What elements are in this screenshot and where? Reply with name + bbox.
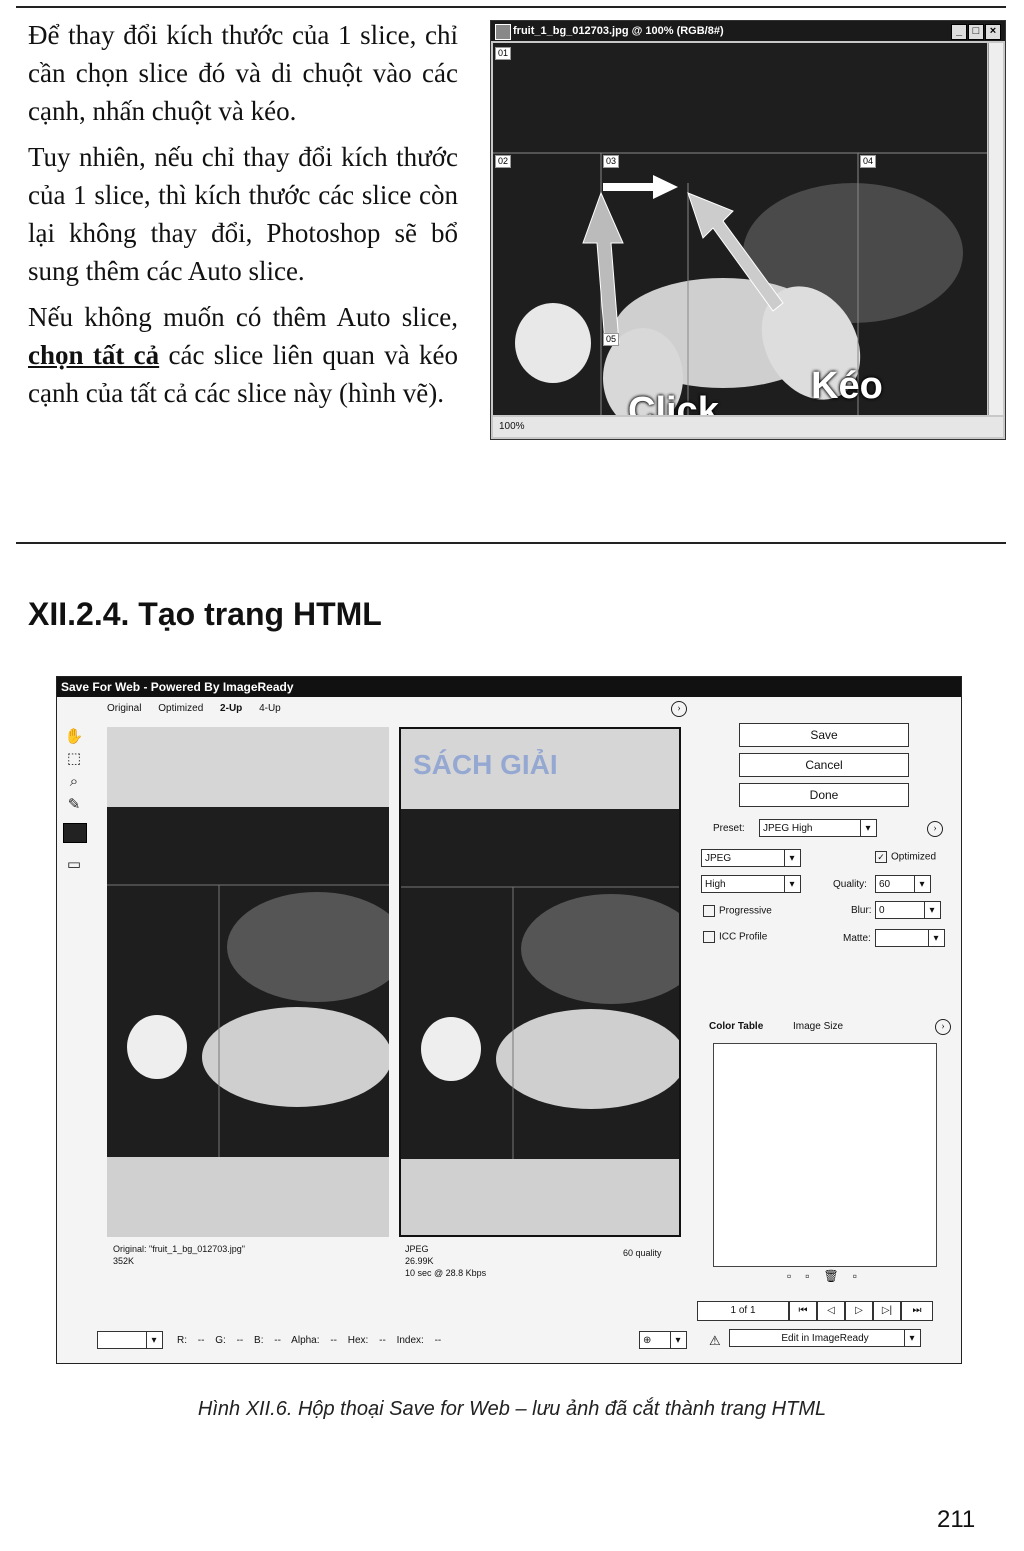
paragraph-3-emphasis: chọn tất cả — [28, 340, 160, 370]
slice-tag-03[interactable]: 03 — [603, 155, 619, 168]
paragraph-2: Tuy nhiên, nếu chỉ thay đổi kích thước của 1 slice, thì kích thước các slice còn lại không thay đổi, Photoshop sẽ bổ sung thêm các Auto slice. — [28, 142, 458, 286]
section-heading: XII.2.4. Tạo trang HTML — [28, 596, 382, 632]
browser-preview-select[interactable]: ⊕ ▾ — [639, 1331, 687, 1349]
photoshop-title-bar — [491, 21, 1005, 41]
tab-original[interactable]: Original — [107, 703, 142, 714]
first-frame-button[interactable]: ⏮ — [789, 1301, 817, 1321]
figure-caption: Hình XII.6. Hộp thoại Save for Web – lưu ảnh đã cắt thành trang HTML — [197, 1398, 827, 1420]
optimized-quality-note: 60 quality — [623, 1248, 662, 1258]
toggle-slices-icon[interactable]: ▭ — [66, 857, 82, 873]
optimized-size: 26.99K — [405, 1256, 434, 1266]
index-label: Index: — [396, 1335, 424, 1346]
paragraph-3 — [28, 298, 458, 412]
optimized-format: JPEG — [405, 1244, 429, 1254]
preset-label: Preset: — [713, 823, 745, 834]
color-readout — [177, 1335, 441, 1346]
photoshop-window — [490, 20, 1006, 440]
quality-input[interactable]: 60 ▾ — [875, 875, 931, 893]
next-frame-button[interactable]: ▷| — [873, 1301, 901, 1321]
photoshop-title: fruit_1_bg_012703.jpg @ 100% (RGB/8#) — [513, 25, 724, 37]
matte-label: Matte: — [843, 933, 871, 944]
drag-annotation: Kéo — [811, 365, 883, 407]
format-select[interactable]: JPEG ▾ — [701, 849, 801, 867]
slice-select-tool-icon[interactable]: ⬚ — [66, 751, 82, 767]
blur-label: Blur: — [851, 905, 872, 916]
eyedropper-tool-icon[interactable]: ✎ — [67, 797, 81, 813]
red-value: -- — [197, 1335, 205, 1346]
original-preview-pane[interactable] — [107, 727, 389, 1237]
color-table-area[interactable] — [713, 1043, 937, 1267]
document-icon — [495, 24, 511, 40]
paragraph-1: Để thay đổi kích thước của 1 slice, chỉ cần chọn slice đó và di chuột vào các cạnh, nhấn chuột và kéo. — [28, 20, 458, 126]
page-counter: 1 of 1 — [697, 1301, 789, 1321]
photoshop-canvas[interactable] — [493, 43, 987, 415]
eyedropper-color-swatch[interactable] — [63, 823, 87, 843]
progressive-label: Progressive — [719, 905, 772, 917]
optimized-info — [405, 1243, 486, 1279]
preset-select[interactable]: JPEG High ▾ — [759, 819, 877, 837]
last-frame-button[interactable]: ⏭ — [901, 1301, 933, 1321]
optimized-label: Optimized — [891, 851, 937, 863]
optimized-preview-pane[interactable] — [399, 727, 681, 1237]
icc-checkbox-row[interactable] — [703, 931, 767, 943]
optimized-checkbox-row[interactable] — [875, 851, 936, 863]
slice-tag-02[interactable]: 02 — [495, 155, 511, 168]
green-label: G: — [215, 1335, 226, 1346]
tab-4-up[interactable]: 4-Up — [259, 703, 281, 714]
cancel-button[interactable]: Cancel — [739, 753, 909, 777]
original-size: 352K — [113, 1256, 135, 1266]
quality-label: Quality: — [833, 879, 867, 890]
done-button[interactable]: Done — [739, 783, 909, 807]
section-rule — [16, 542, 1006, 544]
edit-in-imageready-button[interactable]: Edit in ImageReady ▾ — [729, 1329, 921, 1347]
icc-profile-checkbox[interactable] — [703, 931, 715, 943]
tab-image-size[interactable]: Image Size — [793, 1021, 844, 1032]
vertical-scrollbar[interactable] — [988, 43, 1003, 415]
play-button[interactable]: ▷ — [845, 1301, 873, 1321]
zoom-select[interactable] — [97, 1331, 163, 1349]
blur-input[interactable]: 0 ▾ — [875, 901, 941, 919]
photoshop-status-bar — [493, 417, 1003, 437]
original-preview-image — [107, 727, 389, 1237]
dialog-title-bar: Save For Web - Powered By ImageReady — [57, 677, 961, 697]
page-number: 211 — [937, 1506, 976, 1533]
settings-menu-icon[interactable]: › — [927, 821, 943, 837]
save-button[interactable]: Save — [739, 723, 909, 747]
optimized-checkbox[interactable]: ✓ — [875, 851, 887, 863]
progressive-checkbox[interactable] — [703, 905, 715, 917]
paragraph-3-end: các slice liên quan và kéo cạnh của tất cả các slice này (hình vẽ). — [28, 340, 459, 408]
hand-tool-icon[interactable]: ✋ — [64, 729, 84, 745]
icc-profile-label: ICC Profile — [719, 931, 768, 943]
body-text — [28, 16, 458, 420]
zoom-tool-icon[interactable]: ⌕ — [69, 774, 79, 790]
tab-color-table[interactable]: Color Table — [709, 1021, 764, 1032]
watermark: SÁCH GIẢI — [413, 749, 558, 780]
color-table-menu-icon[interactable]: › — [935, 1019, 951, 1035]
download-time: 10 sec @ 28.8 Kbps — [405, 1268, 487, 1278]
warning-icon: ⚠ — [709, 1333, 721, 1348]
fruit-image — [493, 43, 987, 415]
top-rule — [16, 6, 1006, 8]
index-value: -- — [434, 1335, 442, 1346]
save-for-web-dialog — [56, 676, 962, 1364]
tab-2-up[interactable]: 2-Up — [220, 703, 243, 714]
green-value: -- — [236, 1335, 244, 1346]
optimized-preview-image — [401, 729, 681, 1237]
alpha-label: Alpha: — [291, 1335, 320, 1346]
slice-tag-01[interactable]: 01 — [495, 47, 511, 60]
red-label: R: — [177, 1335, 187, 1346]
matte-select[interactable] — [875, 929, 945, 947]
zoom-level[interactable]: 100% — [499, 421, 525, 432]
hex-label: Hex: — [347, 1335, 369, 1346]
prev-frame-button[interactable]: ◁ — [817, 1301, 845, 1321]
tab-optimized[interactable]: Optimized — [158, 703, 204, 714]
slice-tag-04[interactable]: 04 — [860, 155, 876, 168]
hex-value: -- — [379, 1335, 386, 1346]
color-table-tools[interactable]: ▫▫🗑▫ — [787, 1269, 871, 1283]
alpha-value: -- — [330, 1335, 337, 1346]
blue-value: -- — [274, 1335, 281, 1346]
maximize-icon[interactable]: □ — [968, 24, 984, 40]
close-icon[interactable]: × — [985, 24, 1001, 40]
paragraph-3-start: Nếu không muốn có thêm Auto slice, — [28, 302, 458, 332]
original-filename: Original: "fruit_1_bg_012703.jpg" — [113, 1244, 245, 1254]
quality-level-select[interactable]: High ▾ — [701, 875, 801, 893]
preview-menu-icon[interactable]: › — [671, 701, 687, 717]
minimize-icon[interactable]: _ — [951, 24, 967, 40]
slice-tag-05[interactable]: 05 — [603, 333, 619, 346]
original-info — [113, 1243, 245, 1267]
blue-label: B: — [254, 1335, 264, 1346]
progressive-checkbox-row[interactable] — [703, 905, 772, 917]
view-tabs — [107, 703, 295, 714]
